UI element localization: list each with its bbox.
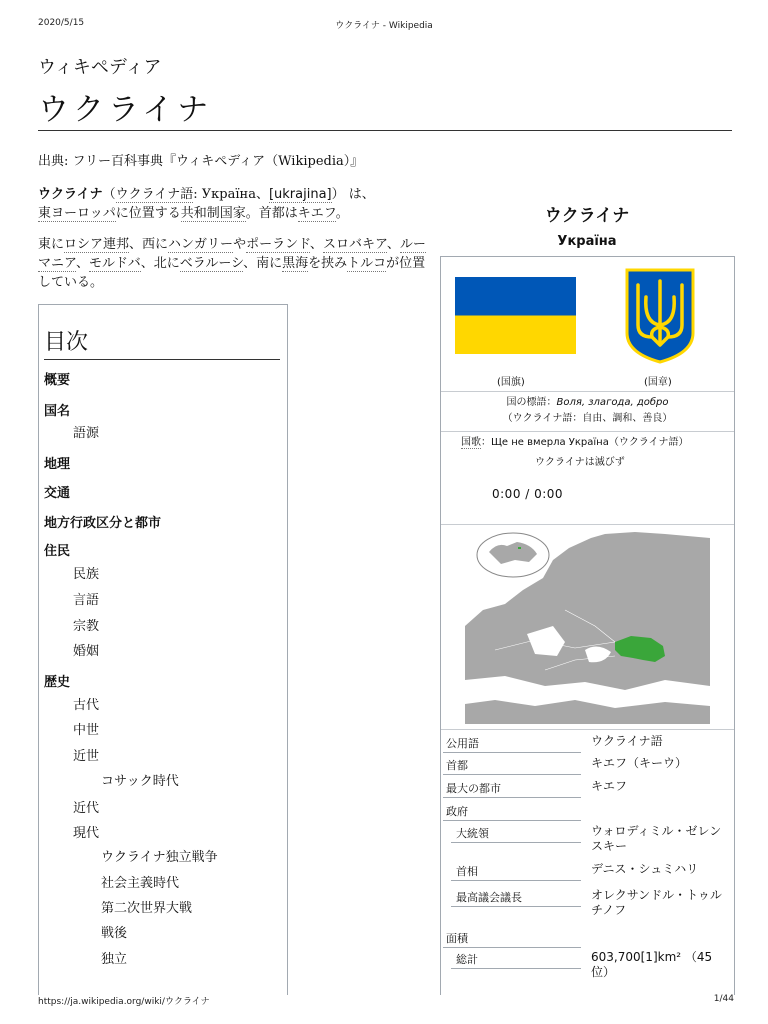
flag-image[interactable] bbox=[455, 277, 576, 354]
infobox-row-underline bbox=[443, 797, 581, 798]
toc-item[interactable]: 言語 bbox=[73, 593, 100, 608]
toc-item[interactable]: 住民 bbox=[44, 544, 71, 559]
link-turkey[interactable]: トルコ bbox=[347, 256, 387, 271]
infobox-row-underline bbox=[443, 774, 581, 775]
toc-item[interactable]: 宗教 bbox=[73, 619, 100, 634]
toc-item[interactable]: 歴史 bbox=[44, 675, 71, 690]
toc-divider bbox=[44, 359, 280, 360]
toc-item[interactable]: ウクライナ独立戦争 bbox=[101, 850, 218, 865]
link-anthem[interactable]: 国歌 bbox=[461, 437, 481, 448]
toc-item[interactable]: 国名 bbox=[44, 404, 71, 419]
infobox-row-underline bbox=[451, 968, 581, 969]
toc-item[interactable]: 中世 bbox=[73, 723, 100, 738]
infobox-row-underline bbox=[443, 752, 581, 753]
audio-player-time[interactable]: 0:00 / 0:00 bbox=[492, 487, 564, 501]
infobox-row-label: 政府 bbox=[446, 805, 468, 818]
infobox-row-label: 総計 bbox=[456, 953, 478, 966]
infobox-separator bbox=[441, 524, 734, 525]
infobox-row-value[interactable]: キエフ bbox=[591, 779, 628, 793]
toc-item[interactable]: コサック時代 bbox=[101, 774, 179, 789]
motto-translation: （ウクライナ語：自由、調和、善良） bbox=[502, 413, 673, 424]
infobox-row-value[interactable]: オレクサンドル・トゥルチノフ bbox=[591, 888, 722, 917]
table-of-contents bbox=[38, 304, 288, 995]
link-kyiv[interactable]: キエフ bbox=[297, 206, 336, 221]
infobox-row-value[interactable]: ウクライナ語 bbox=[591, 734, 663, 748]
toc-item[interactable]: 独立 bbox=[101, 952, 128, 967]
infobox-row-value[interactable]: キエフ（キーウ） bbox=[591, 756, 688, 770]
borders-text: 、 bbox=[75, 256, 89, 271]
toc-item[interactable]: 第二次世界大戦 bbox=[101, 901, 193, 916]
source-line: 出典: フリー百科事典『ウィキペディア（Wikipedia）』 bbox=[38, 154, 364, 169]
infobox-row-label: 公用語 bbox=[446, 737, 479, 750]
intro-text: （ bbox=[102, 187, 116, 202]
link-black-sea[interactable]: 黒海 bbox=[282, 256, 309, 271]
infobox-row-value[interactable]: デニス・シュミハリ bbox=[591, 862, 699, 876]
coat-of-arms-image[interactable] bbox=[624, 267, 696, 364]
infobox-row-underline bbox=[451, 880, 581, 881]
print-title: ウクライナ - Wikipedia bbox=[335, 21, 433, 31]
link-ukrainian-language[interactable]: ウクライナ語 bbox=[115, 187, 194, 202]
location-map[interactable] bbox=[465, 530, 710, 724]
infobox bbox=[440, 256, 735, 995]
toc-item[interactable]: 婚姻 bbox=[73, 644, 100, 659]
motto bbox=[441, 395, 734, 427]
page-title: ウクライナ bbox=[38, 92, 213, 128]
intro-text: は、 bbox=[344, 187, 375, 202]
print-url: https://ja.wikipedia.org/wiki/ウクライナ bbox=[38, 997, 210, 1007]
infobox-row-label: 最高議会議長 bbox=[456, 891, 522, 904]
toc-item[interactable]: 近代 bbox=[73, 801, 100, 816]
infobox-row-underline bbox=[443, 820, 581, 821]
link-republic[interactable]: 共和制国家 bbox=[180, 206, 246, 221]
toc-item[interactable]: 戦後 bbox=[101, 926, 128, 941]
infobox-row-underline bbox=[451, 842, 581, 843]
borders-text: 、西に bbox=[129, 237, 169, 252]
borders-text: 、南に bbox=[243, 256, 283, 271]
infobox-title: ウクライナ bbox=[544, 206, 630, 226]
title-divider bbox=[38, 130, 732, 131]
site-name: ウィキペディア bbox=[38, 57, 162, 78]
intro-text: ） bbox=[331, 187, 345, 202]
infobox-row-label: 面積 bbox=[446, 932, 468, 945]
anthem-translation: ウクライナは滅びず bbox=[535, 457, 625, 468]
intro-text: 。 bbox=[335, 206, 349, 221]
link-poland[interactable]: ポーランド bbox=[246, 237, 310, 252]
infobox-native-name: Україна bbox=[557, 234, 617, 249]
intro-text: 。首都は bbox=[245, 206, 298, 221]
infobox-row-label: 首相 bbox=[456, 865, 478, 878]
toc-title: 目次 bbox=[44, 330, 89, 355]
toc-item[interactable]: 概要 bbox=[44, 373, 71, 388]
infobox-separator bbox=[441, 729, 734, 730]
toc-item[interactable]: 古代 bbox=[73, 698, 100, 713]
print-page-number: 1/44 bbox=[713, 994, 734, 1004]
toc-item[interactable]: 交通 bbox=[44, 486, 71, 501]
borders-text: 、北に bbox=[140, 256, 180, 271]
infobox-row-value[interactable]: ウォロディミル・ゼレンスキー bbox=[591, 824, 722, 853]
link-romania[interactable]: ルーマニア bbox=[38, 237, 426, 271]
toc-item[interactable]: 近世 bbox=[73, 749, 100, 764]
link-hungary[interactable]: ハンガリー bbox=[168, 237, 234, 252]
intro-paragraph bbox=[38, 185, 430, 223]
intro-term: ウクライナ bbox=[38, 187, 103, 202]
infobox-row-underline bbox=[451, 906, 581, 907]
borders-text: 、 bbox=[386, 237, 400, 252]
infobox-separator bbox=[441, 431, 734, 432]
toc-item[interactable]: 現代 bbox=[73, 826, 100, 841]
borders-text: を挟み bbox=[308, 256, 348, 271]
link-ipa[interactable]: [ukrajina] bbox=[268, 187, 332, 202]
anthem bbox=[461, 435, 689, 451]
infobox-row-label: 最大の都市 bbox=[446, 782, 501, 795]
toc-item[interactable]: 民族 bbox=[73, 567, 100, 582]
toc-item[interactable]: 地方行政区分と都市 bbox=[44, 516, 162, 531]
intro-text: 、 bbox=[255, 187, 269, 202]
link-slovakia[interactable]: スロバキア bbox=[322, 237, 387, 252]
infobox-separator bbox=[441, 391, 734, 392]
borders-text: や bbox=[233, 237, 247, 252]
intro-text: : bbox=[193, 187, 202, 202]
borders-text: が位置している。 bbox=[38, 256, 426, 290]
infobox-row-label: 首都 bbox=[446, 759, 468, 772]
anthem-native: ：Ще не вмерла Україна（ウクライナ語） bbox=[481, 437, 689, 448]
toc-item[interactable]: 語源 bbox=[73, 426, 100, 441]
borders-text: 東に bbox=[38, 237, 65, 252]
infobox-row-underline bbox=[443, 947, 581, 948]
toc-item[interactable]: 地理 bbox=[44, 457, 71, 472]
coat-caption: (国章) bbox=[644, 377, 672, 388]
native-name: Україна bbox=[201, 187, 256, 202]
infobox-row-value[interactable]: 603,700[1]km² （45位） bbox=[591, 950, 713, 979]
intro-text: に位置する bbox=[115, 206, 181, 221]
print-date: 2020/5/15 bbox=[38, 18, 85, 28]
borders-paragraph bbox=[38, 235, 436, 292]
link-moldova[interactable]: モルドバ bbox=[88, 256, 141, 271]
link-russia[interactable]: ロシア連邦 bbox=[64, 237, 130, 252]
toc-item[interactable]: 社会主義時代 bbox=[101, 876, 180, 891]
link-eastern-europe[interactable]: 東ヨーロッパ bbox=[38, 206, 116, 221]
motto-native: Воля, злагода, добро bbox=[556, 397, 669, 408]
borders-text: 、 bbox=[309, 237, 323, 252]
motto-label: 国の標語： bbox=[506, 397, 557, 408]
link-belarus[interactable]: ベラルーシ bbox=[179, 256, 244, 271]
infobox-row-label: 大統領 bbox=[456, 827, 489, 840]
flag-caption: (国旗) bbox=[497, 377, 525, 388]
